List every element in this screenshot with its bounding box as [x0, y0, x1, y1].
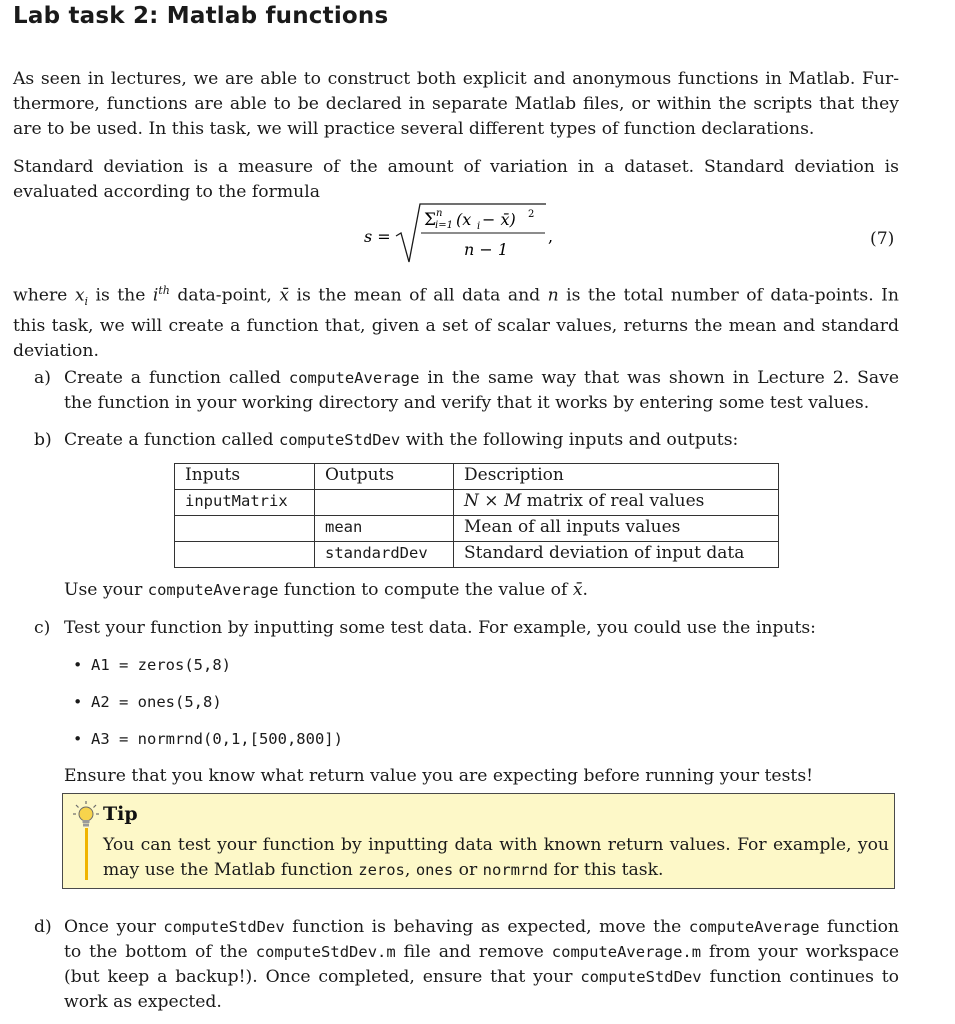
tip-accent-bar [85, 828, 88, 880]
table-cell [315, 490, 454, 516]
item-label: a) [34, 368, 51, 388]
equation-number: (7) [870, 229, 895, 249]
table-header-row [175, 464, 779, 490]
numerator-sub: i [477, 221, 481, 232]
std-dev-formula [364, 198, 584, 268]
where-line: where $x_i$ is the $i^{th}$ data-point, x̄ is the mean of all data and n is the total number of data-points. In [13, 284, 899, 309]
table-row [175, 490, 779, 516]
tip-body: You can test your function by inputting data with known return values. For example, you may use the Matlab function zeros, ones or normrnd for this task. [103, 835, 889, 880]
item-text: Create a function called computeAverage in the same way that was shown in Lecture 2. Save the function in your working directory and verify that it works by entering some test values. [64, 368, 900, 413]
table-cell: inputMatrix [175, 490, 315, 516]
code-normrnd: normrnd [482, 861, 548, 879]
code-example: A1 = zeros(5,8) [91, 656, 231, 674]
item-text: Test your function by inputting some test data. For example, you could use the inputs: [64, 618, 816, 638]
numerator-exp: 2 [528, 209, 535, 220]
stddev-line: evaluated according to the formula [13, 182, 320, 202]
denominator: n − 1 [464, 240, 509, 259]
formula-lhs: s = [364, 227, 391, 246]
item-text: Once your computeStdDev function is behaving as expected, move the computeAverage function to the bottom of the computeStdDev.m file and remove computeAverage.m from your workspace (but keep a backup!). Once completed, ensure that your computeStdDev function continues to work as expected. [64, 917, 899, 1012]
table-cell: standardDev [315, 542, 454, 568]
intro-paragraph [13, 67, 899, 142]
code-zeros: zeros [358, 861, 405, 879]
code-example: A2 = ones(5,8) [91, 693, 222, 711]
tip-title: Tip [103, 803, 138, 825]
item-text: Use your computeAverage function to compute the value of x̄. [64, 580, 588, 600]
intro-line: are to be used. In this task, we will practice several different types of function declarations. [13, 119, 815, 139]
code-example: A3 = normrnd(0,1,[500,800]) [91, 730, 343, 748]
bullet-dot: • [73, 656, 83, 674]
table-cell: mean [315, 516, 454, 542]
intro-line: thermore, functions are able to be declared in separate Matlab files, or within the scripts that they [13, 94, 899, 114]
bullet-dot: • [73, 693, 83, 711]
where-paragraph [13, 278, 899, 364]
formula-comma: , [548, 227, 554, 246]
item-text: Create a function called computeStdDev with the following inputs and outputs: [64, 430, 739, 450]
table-header: Description [454, 464, 779, 490]
item-label: c) [34, 618, 51, 638]
table-header: Outputs [315, 464, 454, 490]
numerator-mid: − x̄) [482, 210, 516, 229]
tip-box [62, 793, 895, 889]
item-label: b) [34, 430, 52, 450]
intro-line: As seen in lectures, we are able to construct both explicit and anonymous functions in Matlab. Fur- [13, 69, 899, 89]
sum-upper: n [436, 208, 443, 219]
table-cell [175, 542, 315, 568]
code-compute-std-dev: computeStdDev [278, 431, 401, 449]
where-line: deviation. [13, 341, 99, 362]
table-cell: N × M matrix of real values [454, 490, 779, 516]
table-header: Inputs [175, 464, 315, 490]
table-row [175, 542, 779, 568]
sum-lower: i=1 [435, 220, 453, 231]
io-table [174, 463, 779, 568]
table-cell: Standard deviation of input data [454, 542, 779, 568]
stddev-line: Standard deviation is a measure of the amount of variation in a dataset. Standard deviation is [13, 157, 899, 177]
item-label: d) [34, 917, 52, 937]
table-cell [175, 516, 315, 542]
code-compute-average: computeAverage [288, 369, 420, 387]
where-line: this task, we will create a function that, given a set of scalar values, returns the mean and standard [13, 316, 899, 337]
table-row [175, 516, 779, 542]
numerator-body: (x [456, 210, 472, 229]
page-title: Lab task 2: Matlab functions [13, 3, 389, 29]
code-ones: ones [415, 861, 454, 879]
table-cell: Mean of all inputs values [454, 516, 779, 542]
lightbulb-icon [73, 800, 99, 830]
bullet-dot: • [73, 730, 83, 748]
sum-symbol: Σ [424, 210, 437, 230]
code-compute-average: computeAverage [147, 581, 279, 599]
